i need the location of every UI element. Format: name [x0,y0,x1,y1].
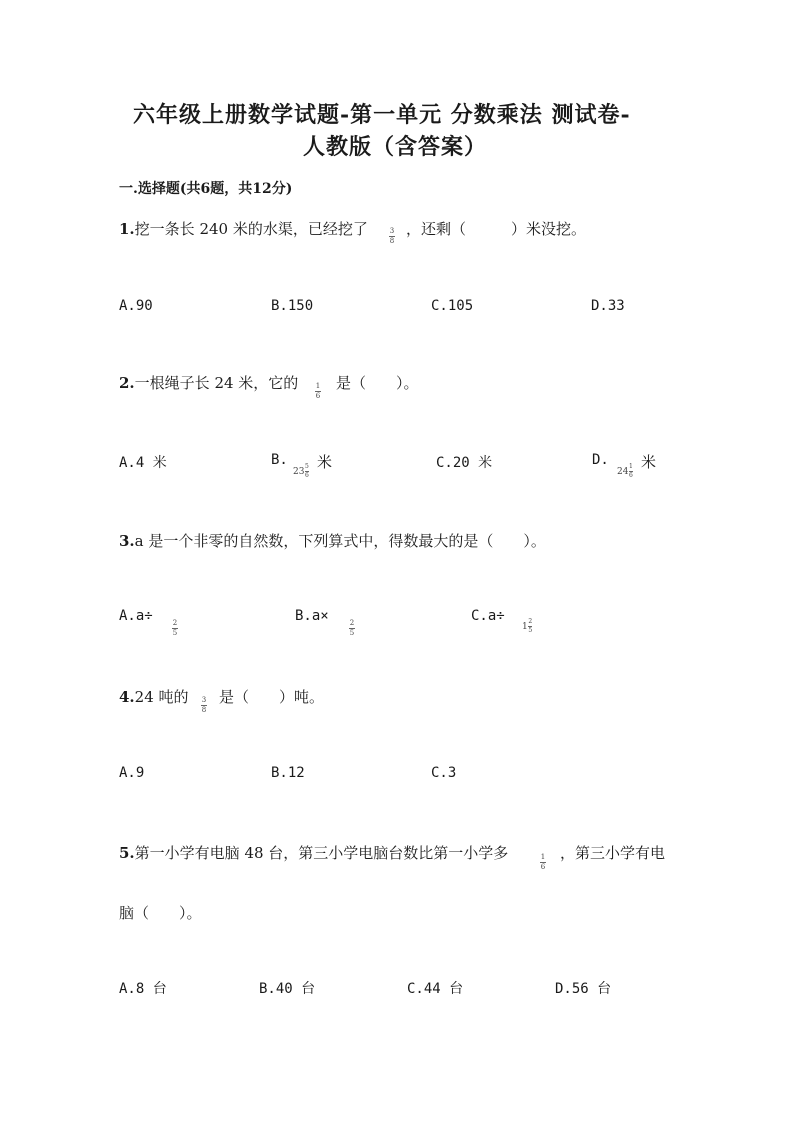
question-5-option-d: D.56 台 [555,981,612,997]
question-text: a 是一个非零的自然数，下列算式中，得数最大的是（ ）。 [134,532,546,550]
question-text: 一根绳子长 24 米，它的 [134,374,299,392]
fraction-numerator: 2 [172,619,178,627]
fraction-2-5 [349,620,355,637]
fraction-denominator: 6 [315,392,321,400]
question-2-option-a [119,452,167,472]
fraction-numerator: 5 [305,463,309,470]
fraction-3-8 [201,697,207,714]
question-2-option-c [436,452,492,472]
question-1-text-b: ，还剩（ ）米没挖。 [406,220,587,238]
fraction-numerator: 1 [540,853,546,861]
fraction-1-6 [540,854,546,871]
question-5-option-b: B.40 台 [259,981,316,997]
question-1-option-a: A.90 [119,298,153,314]
fraction-3-8 [389,228,395,245]
question-text: 挖一条长 240 米的水渠，已经挖了 [134,220,368,238]
question-3-option-c-label: C.a÷ [471,608,505,624]
page-title-line2: 人教版（含答案） [303,134,488,160]
question-2-text-b: 是（ ）。 [336,374,419,392]
question-number: 1. [119,220,135,238]
question-5-text-b: ，第三小学有电 [560,844,666,862]
fraction-numerator: 3 [201,696,207,704]
fraction-denominator: 8 [389,237,395,245]
question-2-text-a [119,372,298,393]
question-1-text-a [119,218,368,239]
question-3-option-b-label: B.a× [295,608,329,624]
question-2-option-b-unit: 米 [317,453,333,471]
mixed-whole: 23 [293,466,305,477]
mixed-whole: 24 [617,466,629,477]
fraction-denominator: 6 [540,863,546,871]
fraction-numerator: 3 [389,227,395,235]
question-4-text-a [119,686,189,707]
question-text: 第一小学有电脑 48 台，第三小学电脑台数比第一小学多 [134,844,509,862]
option-label: C. [436,455,453,471]
question-2-option-b-label: B. [271,452,288,468]
mixed-whole: 1 [522,621,528,632]
fraction-denominator: 5 [528,627,533,634]
question-1-option-b: B.150 [271,298,314,314]
question-number: 3. [119,532,135,550]
question-number: 2. [119,374,135,392]
fraction-denominator: 8 [201,706,207,714]
fraction-denominator: 5 [349,629,355,637]
question-5-text-a [119,842,508,863]
fraction-2-5 [172,620,178,637]
question-2-option-d-unit: 米 [641,453,657,471]
question-3-text [119,530,546,551]
question-5-option-a: A.8 台 [119,981,167,997]
section-heading: 一.选择题(共6题，共12分) [119,181,293,197]
question-text: 24 吨的 [134,688,189,706]
question-2-option-d-label: D. [592,452,609,468]
mixed-fraction [528,619,532,634]
question-number: 5. [119,844,135,862]
fraction-numerator: 1 [629,463,633,470]
mixed-number-1-2-5 [522,619,532,634]
question-4-option-c: C.3 [431,765,457,781]
fraction-denominator: 6 [305,472,309,479]
question-4-option-b: B.12 [271,765,305,781]
page-title-line1: 六年级上册数学试题-第一单元 分数乘法 测试卷- [133,102,631,128]
option-label: A. [119,455,136,471]
mixed-fraction [305,464,309,479]
fraction-denominator: 6 [629,472,633,479]
question-number: 4. [119,688,135,706]
mixed-number-23-5-6 [293,464,309,479]
mixed-fraction [629,464,633,479]
fraction-numerator: 1 [315,382,321,390]
mixed-number-24-1-6 [617,464,633,479]
fraction-numerator: 2 [528,618,533,625]
fraction-denominator: 5 [172,629,178,637]
question-5-option-c: C.44 台 [407,981,464,997]
question-1-option-d: D.33 [591,298,625,314]
option-text: 20 米 [452,455,493,471]
fraction-1-6 [315,383,321,400]
question-1-option-c: C.105 [431,298,474,314]
question-5-text-c: 脑（ ）。 [119,904,202,922]
option-text: 4 米 [135,455,167,471]
question-4-text-b: 是（ ）吨。 [219,688,325,706]
question-4-option-a: A.9 [119,765,145,781]
fraction-numerator: 2 [349,619,355,627]
question-3-option-a-label: A.a÷ [119,608,153,624]
